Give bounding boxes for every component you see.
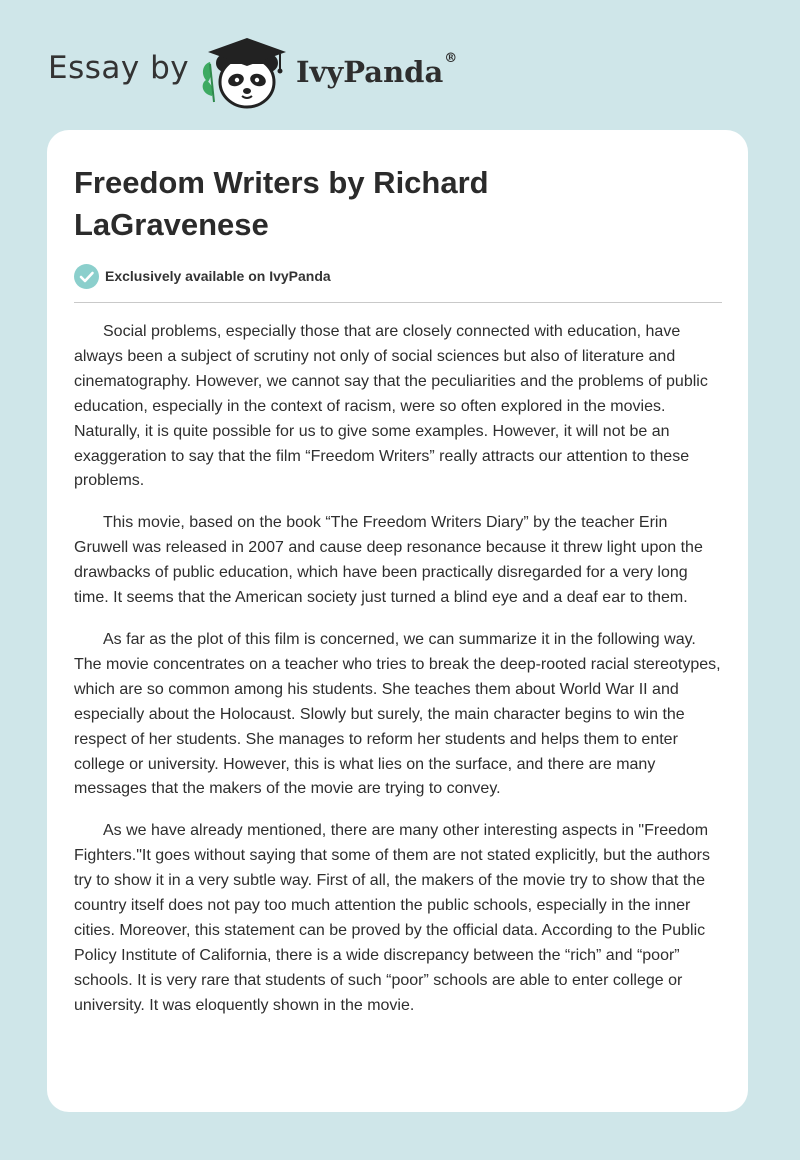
essay-paragraph: As we have already mentioned, there are many other interesting aspects in "Freedom Fighters."It goes without saying that some of them are not stated explicitly, but the authors try to show it in a very subtle way. First of all, the makers of the movie try to show that the country itself does not pay too much attention the public schools, especially in the inner cities. Moreover, this statement can be proved by the official data. According to the Public Policy Institute of California, there is a wide discrepancy between the “rich” and “poor” schools. It is very rare that students of such “poor” schools are able to enter college or university. It was eloquently shown in the movie.	[74, 822, 710, 1014]
essay-by-label: Essay by	[48, 50, 190, 86]
essay-paragraph: Social problems, especially those that are closely connected with education, have always been a subject of scrutiny not only of social sciences but also of literature and cinematography. However, we cannot say that the peculiarities and the problems of public education, especially in the context of racism, were so often explored in the movies. Naturally, it is quite possible for us to give some examples. However, it will not be an exaggeration to say that the film “Freedom Writers” really attracts our attention to these problems.	[74, 323, 708, 490]
brand-name-text: IvyPanda	[296, 55, 444, 89]
essay-paragraph: This movie, based on the book “The Freedom Writers Diary” by the teacher Erin Gruwell was released in 2007 and cause deep resonance because it threw light upon the drawbacks of public education, which have been practically disregarded for a very long time. It seems that the American society just turned a blind eye and a deaf ear to them.	[74, 514, 703, 607]
site-header	[0, 0, 800, 130]
essay-card	[47, 130, 748, 1112]
essay-paragraph: As far as the plot of this film is concerned, we can summarize it in the following way. The movie concentrates on a teacher who tries to break the deep-rooted racial stereotypes, which are so common among his students. She teaches them about World War II and especially about the Holocaust. Slowly but surely, the main character begins to win the respect of her students. She manages to reform her students and helps them to enter college or university. However, this is what lies on the surface, and there are many messages that the makers of the movie are trying to convey.	[74, 630, 721, 798]
check-circle-icon	[74, 264, 99, 289]
leaf-stem	[210, 64, 214, 102]
registered-mark: ®	[444, 51, 458, 66]
panda-nose	[243, 88, 251, 94]
divider	[74, 302, 722, 303]
panda-graduation-cap-icon[interactable]	[200, 36, 290, 110]
essay-body	[74, 320, 726, 1036]
exclusive-badge-text: Exclusively available on IvyPanda	[105, 268, 331, 284]
brand-name[interactable]	[296, 51, 458, 89]
page-title: Freedom Writers by Richard LaGravenese	[74, 165, 489, 242]
exclusive-badge	[74, 263, 331, 289]
cap-base	[230, 54, 264, 64]
